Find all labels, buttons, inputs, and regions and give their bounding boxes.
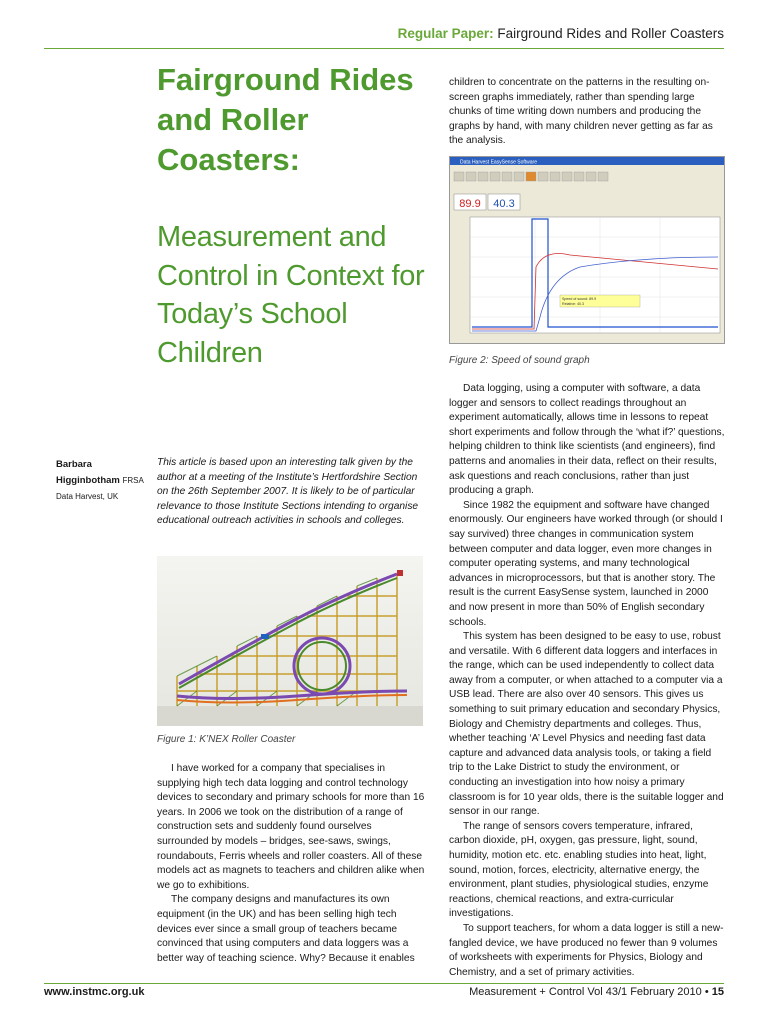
figure-2-caption: Figure 2: Speed of sound graph — [449, 355, 590, 366]
body-paragraph: I have worked for a company that specialises in supplying high tech data logging and control technology devices to secondary and primary schools for more than 16 years. In 2006 we took on the distribution of a range of construction sets and suddenly found ourselves surrounded by models – bridges, see-saws, swings, roundabouts, Ferris wheels and roller coasters. All of these models act as magnets to teachers and children alike when we go to exhibitions. — [157, 763, 425, 891]
author-first-name: Barbara — [56, 459, 92, 470]
author-honours: FRSA — [122, 476, 144, 485]
footer-rule — [44, 983, 724, 984]
article-title: Fairground Rides and Roller Coasters: — [157, 62, 414, 177]
page-number: 15 — [711, 986, 724, 998]
journal-citation: Measurement + Control Vol 43/1 February 2010 — [469, 986, 702, 998]
body-paragraph: This system has been designed to be easy to use, robust and versatile. With 6 different data loggers and interfaces in the range, which can be used independently to collect data away from a computer, or when attached to a computer via a USB lead. There are also over 40 sensors. This gives us something to suit primary education and secondary Physics, Biology and Chemistry departments and colleges. Thus, whether teaching ‘A’ Level Physics and needing fast data capture and advanced data analysis tools, or taking a field trip to the Lake District to study the environment, or conducting an investigation into how noisy a primary classroom is for 10 year olds, there is the suitable logger and sensor in our range. — [449, 631, 724, 818]
footer-website-link[interactable]: www.instmc.org.uk — [44, 986, 145, 998]
abstract: This article is based upon an interesting talk given by the author at a meeting of the Institute’s Hertfordshire Section on the 26th September 2007. It is likely to be of particular relevance to those Institute Sections intending to organise educational outreach activities in schools and colleges. — [157, 457, 419, 527]
column-2-continuation: children to concentrate on the patterns in the resulting on-screen graphs immediately, rather than spending large chunks of time writing down numbers and producing the graphs by hand, with many children never getting as far as the analysis. — [449, 77, 713, 147]
author-affiliation: Data Harvest, UK — [56, 492, 119, 501]
article-subtitle: Measurement and Control in Context for Today’s School Children — [157, 221, 425, 369]
graph-legend-line-2: Relative: 40.3 — [562, 302, 584, 306]
body-paragraph: The range of sensors covers temperature, infrared, carbon dioxide, pH, oxygen, gas pressure, light, sound, humidity, motion etc. etc. enabling studies into heat, light, sound, motion, forces, electricity, alternative energy, the environment, plant studies, physiological studies, enzyme reactions, chemical reactions, and extra-curricular investigations. — [449, 820, 709, 920]
graph-legend-line-1: Speed of sound: 89.9 — [562, 297, 597, 301]
paper-category: Regular Paper: — [397, 26, 494, 41]
body-paragraph: To support teachers, for whom a data logger is still a new-fangled device, we have produced no fewer than 9 volumes of worksheets with experiments for Physics, Biology and Chemistry, and a set of primary activities. — [449, 922, 724, 978]
running-header — [398, 26, 724, 41]
body-paragraph: Data logging, using a computer with software, a data logger and sensors to collect readings throughout an experiment automatically, allows time in lessons to repeat short experiments and follow through the ‘what if?’ questions, helping children to think like scientists (and engineers), find patterns and anomalies in their data, reflect on their results, ask questions and reach conclusions, rather than just producing a graph. — [449, 383, 725, 497]
figure-2-speed-of-sound-screenshot — [449, 156, 725, 344]
column-2-body — [449, 382, 725, 980]
footer-bullet: • — [704, 986, 709, 998]
window-title: Data Harvest EasySense Software — [460, 159, 537, 166]
author-last-name: Higginbotham — [56, 475, 120, 486]
readout-1: 89.9 — [459, 198, 481, 210]
running-title: Fairground Rides and Roller Coasters — [497, 26, 724, 41]
body-paragraph: The company designs and manufactures its own equipment (in the UK) and has been selling high tech devices ever since a small group of teachers became convinced that using computers and data loggers was a better way of teaching science. Why? Because it enables — [157, 894, 415, 964]
figure-1-roller-coaster-photo — [157, 556, 423, 726]
figure-1-caption: Figure 1: K’NEX Roller Coaster — [157, 734, 296, 745]
footer-journal-info — [469, 986, 724, 998]
software-graph-illustration — [450, 157, 724, 343]
body-paragraph: Since 1982 the equipment and software have changed enormously. Our engineers have worked through (or should I say survived) three changes in communication system between computer and data logger, even more changes in computer operating systems, and many technological advances in microprocessors, but that is another story. The result is the current EasySense system, launched in 2000 and now present in more than 50% of English secondary schools. — [449, 499, 723, 628]
header-rule — [44, 48, 724, 49]
author-block — [56, 457, 156, 505]
column-1-body — [157, 762, 425, 966]
roller-coaster-illustration — [157, 556, 423, 726]
readout-2: 40.3 — [493, 198, 515, 210]
